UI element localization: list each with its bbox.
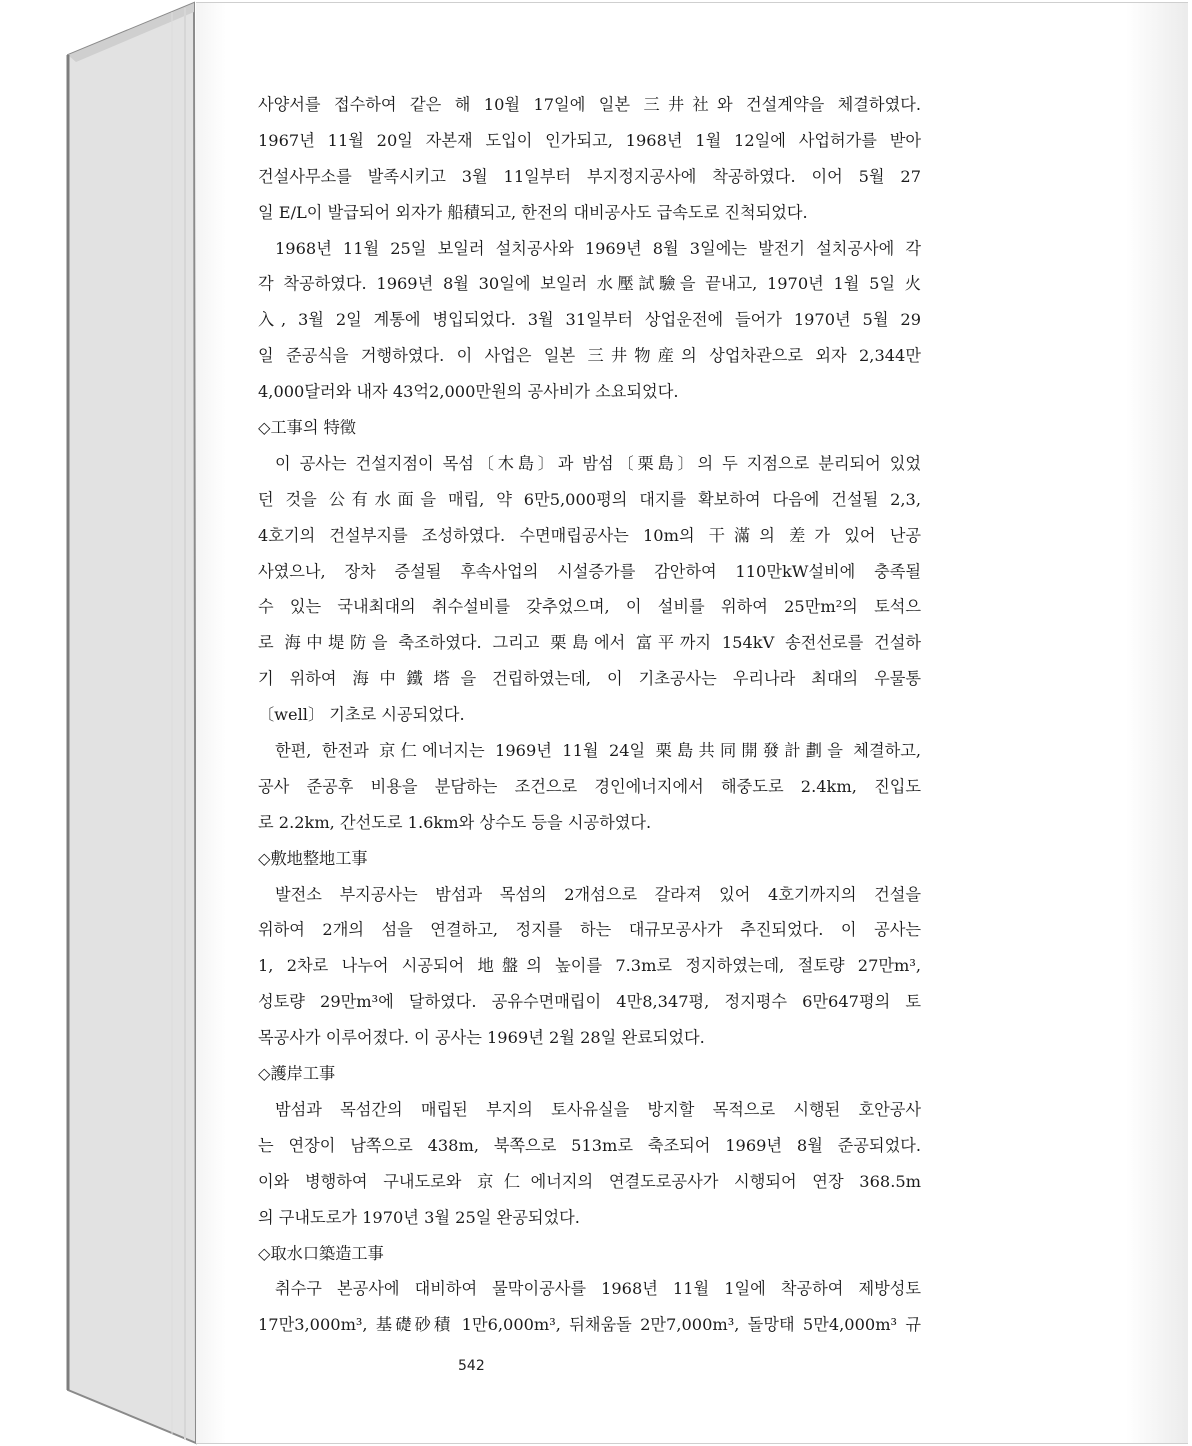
section-heading: ◇取水口築造工事 [258,1243,384,1263]
text-line: 공사 준공후 비용을 분담하는 조건으로 경인에너지에서 해중도로 2.4km, 진입도 [258,776,921,796]
paragraph [258,446,921,733]
text-line: 사였으나, 장차 증설될 후속사업의 시설증가를 감안하여 110만kW설비에 충족될 [258,561,921,581]
text-line: 入, 3월 2일 계통에 병입되었다. 3월 31일부터 상업운전에 들어가 1970년 5월 29 [258,310,921,330]
text-line: 4호기의 건설부지를 조성하였다. 수면매립공사는 10m의 干滿의 差가 있어 난공 [258,525,921,545]
text-line: 던 것을 公有水面을 매립, 약 6만5,000평의 대지를 확보하여 다음에 건설될 2,3, [258,489,921,509]
text-line: 한편, 한전과 京仁에너지는 1969년 11월 24일 栗島共同開發計劃을 체결하고, [275,741,921,761]
section-heading: ◇敷地整地工事 [258,848,368,868]
text-line: 취수구 본공사에 대비하여 물막이공사를 1968년 11월 1일에 착공하여 제방성토 [275,1279,921,1299]
text-line: 의 구내도로가 1970년 3월 25일 완공되었다. [258,1207,580,1227]
text-line: 발전소 부지공사는 밤섬과 목섬의 2개섬으로 갈라져 있어 4호기까지의 건설을 [275,884,921,904]
text-line: 일 E/L이 발급되어 외자가 船積되고, 한전의 대비공사도 급속도로 진척되었다. [258,202,808,222]
page-body-text [258,87,921,1343]
text-line: 밤섬과 목섬간의 매립된 부지의 토사유실을 방지할 목적으로 시행된 호안공사 [275,1099,921,1119]
text-line: 4,000달러와 내자 43억2,000만원의 공사비가 소요되었다. [258,382,679,402]
paragraph [258,1092,921,1236]
text-line: 17만3,000m³, 基礎砂積 1만6,000m³, 뒤채움돌 2만7,000m³, 돌망태 5만4,000m³ 규 [258,1315,921,1335]
page-number: 542 [458,1358,485,1374]
text-line: 로 2.2km, 간선도로 1.6km와 상수도 등을 시공하였다. [258,812,652,832]
paragraph [258,231,921,410]
text-line: 수 있는 국내최대의 취수설비를 갖추었으며, 이 설비를 위하여 25만m²의 토석으 [258,597,921,617]
text-line: 성토량 29만m³에 달하였다. 공유수면매립이 4만8,347평, 정지평수 6만647평의 토 [258,992,921,1012]
text-line: 목공사가 이루어졌다. 이 공사는 1969년 2월 28일 완료되었다. [258,1028,705,1048]
section-heading: ◇護岸工事 [258,1064,336,1084]
paragraph [258,1271,921,1343]
text-line: 로 海中堤防을 축조하였다. 그리고 栗島에서 富平까지 154kV 송전선로를 건설하 [258,633,921,653]
text-line: 위하여 2개의 섬을 연결하고, 정지를 하는 대규모공사가 추진되었다. 이 공사는 [258,920,921,940]
paragraph [258,733,921,841]
text-line: 일 준공식을 거행하였다. 이 사업은 일본 三井物産의 상업차관으로 외자 2,344만 [258,346,921,366]
text-line: 는 연장이 남쪽으로 438m, 북쪽으로 513m로 축조되어 1969년 8월 준공되었다. [258,1135,921,1155]
text-line: 1, 2차로 나누어 시공되어 地盤의 높이를 7.3m로 정지하였는데, 절토량 27만m³, [258,956,921,976]
text-line: 각 착공하였다. 1969년 8월 30일에 보일러 水壓試驗을 끝내고, 1970년 1월 5일 火 [258,274,921,294]
text-line: 〔well〕 기초로 시공되었다. [258,705,465,725]
text-line: 이 공사는 건설지점이 목섬〔木島〕과 밤섬〔栗島〕의 두 지점으로 분리되어 있었 [275,453,921,473]
book-spine-shading [0,0,200,1446]
section-heading: ◇工事의 特徵 [258,418,356,438]
text-line: 사양서를 접수하여 같은 해 10월 17일에 일본 三井社와 건설계약을 체결하였다. [258,95,921,114]
text-line: 건설사무소를 발족시키고 3월 11일부터 부지정지공사에 착공하였다. 이어 5월 27 [258,166,921,186]
text-line: 이와 병행하여 구내도로와 京仁에너지의 연결도로공사가 시행되어 연장 368.5m [258,1171,921,1191]
text-line: 1967년 11월 20일 자본재 도입이 인가되고, 1968년 1월 12일에 사업허가를 받아 [258,130,921,150]
text-line: 1968년 11월 25일 보일러 설치공사와 1969년 8월 3일에는 발전기 설치공사에 각 [275,238,921,258]
paragraph [258,87,921,231]
paragraph [258,877,921,1056]
text-line: 기 위하여 海中鐵塔을 건립하였는데, 이 기초공사는 우리나라 최대의 우물통 [258,669,921,689]
